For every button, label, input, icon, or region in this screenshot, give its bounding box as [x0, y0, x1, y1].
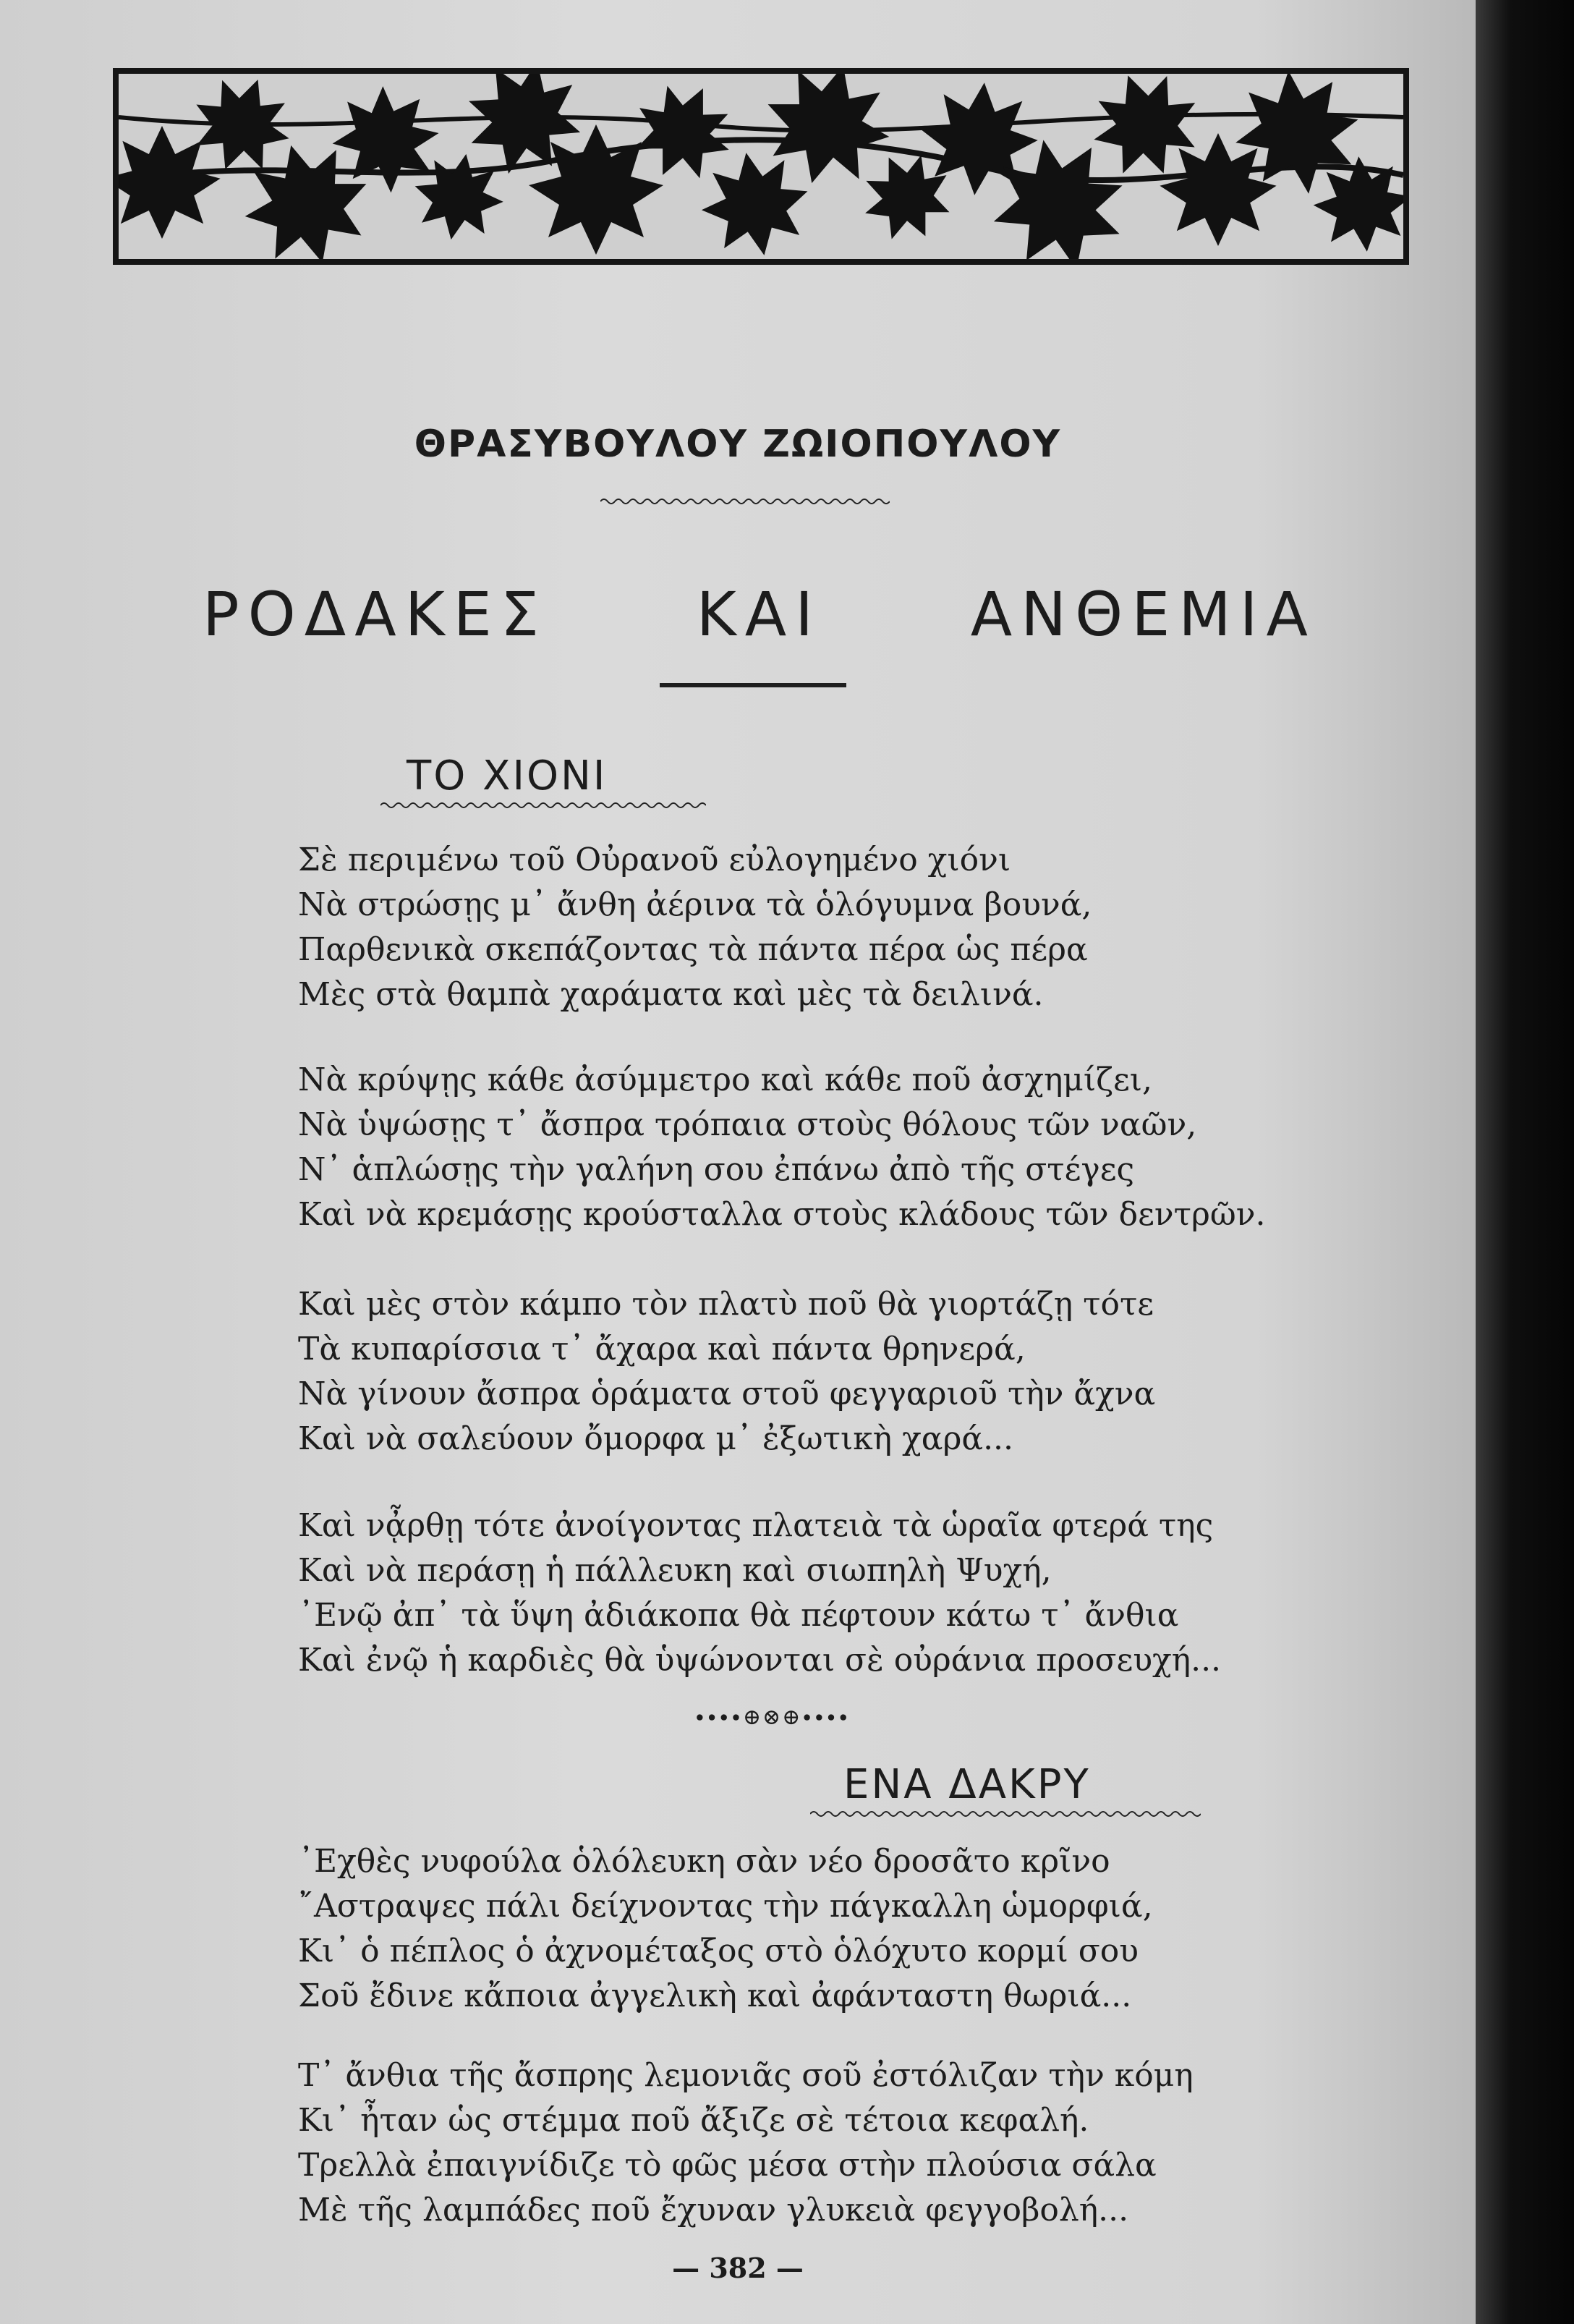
poem-line: Καὶ νᾆρθῃ τότε ἀνοίγοντας πλατειὰ τὰ ὡραῖα φτερά της: [298, 1507, 1214, 1544]
stanza: [298, 838, 1092, 1017]
poem-line: Τ᾽ ἄνθια τῆς ἄσπρης λεμονιᾶς σοῦ ἐστόλιζαν τὴν κόμη: [298, 2057, 1194, 2094]
poem-line: ᾿Ενῷ ἀπ᾽ τὰ ὕψη ἀδιάκοπα θὰ πέφτουν κάτω τ᾽ ἄνθια: [298, 1597, 1179, 1634]
poem-line: Καὶ νὰ σαλεύουν ὄμορφα μ᾽ ἐξωτικὴ χαρά...: [298, 1420, 1014, 1457]
heading-wavy-rule: [810, 1809, 1201, 1819]
heading-wavy-rule: [380, 800, 706, 810]
poem-line: ᾿Εχθὲς νυφούλα ὁλόλευκη σὰν νέο δροσᾶτο κρῖνο: [298, 1843, 1110, 1880]
poem-line: Καὶ μὲς στὸν κάμπο τὸν πλατὺ ποῦ θὰ γιορτάζῃ τότε: [298, 1286, 1154, 1323]
poem-line: Νὰ στρώσῃς μ᾽ ἄνθη ἀέρινα τὰ ὁλόγυμνα βουνά,: [298, 886, 1092, 923]
poem-line: Κι᾽ ὁ πέπλος ὁ ἀχνομέταξος στὸ ὁλόχυτο κορμί σου: [298, 1933, 1139, 1969]
title-rule: [660, 683, 846, 687]
poem-heading-to-xioni: ΤΟ ΧΙΟΝΙ: [407, 752, 608, 800]
poem-line: Νὰ γίνουν ἄσπρα ὁράματα στοῦ φεγγαριοῦ τὴν ἄχνα: [298, 1375, 1156, 1412]
poem-line: Καὶ ἐνῷ ἡ καρδιὲς θὰ ὑψώνονται σὲ οὐράνια προσευχή...: [298, 1642, 1222, 1679]
poem-line: Τρελλὰ ἐπαιγνίδιζε τὸ φῶς μέσα στὴν πλούσια σάλα: [298, 2147, 1157, 2184]
poem-line: Παρθενικὰ σκεπάζοντας τὰ πάντα πέρα ὡς πέρα: [298, 931, 1088, 968]
stanza: [298, 1282, 1155, 1462]
poem-line: Μὲ τῆς λαμπάδες ποῦ ἔχυναν γλυκειὰ φεγγοβολή...: [298, 2192, 1129, 2228]
leaf-banner-illustration: [113, 68, 1409, 265]
poem-line: Ν᾽ ἁπλώσῃς τὴν γαλήνη σου ἐπάνω ἀπὸ τῆς στέγες: [298, 1151, 1135, 1188]
poem-line: Κι᾽ ἦταν ὡς στέμμα ποῦ ἄξιζε σὲ τέτοια κεφαλή.: [298, 2102, 1089, 2139]
poem-line: Νὰ ὑψώσῃς τ᾽ ἄσπρα τρόπαια στοὺς θόλους τῶν ναῶν,: [298, 1106, 1197, 1143]
book-spine-shadow: [1476, 0, 1574, 2324]
collection-title: ΡΟΔΑΚΕΣ ΚΑΙ ΑΝΘΕΜΙΑ: [203, 579, 1316, 650]
poem-line: Καὶ νὰ κρεμάσῃς κρούσταλλα στοὺς κλάδους τῶν δεντρῶν.: [298, 1196, 1266, 1233]
poem-line: Σὲ περιμένω τοῦ Οὐρανοῦ εὐλογημένο χιόνι: [298, 841, 1011, 878]
stanza: [298, 1839, 1153, 2019]
page-number: — 382 —: [672, 2252, 804, 2284]
poem-line: Νὰ κρύψῃς κάθε ἀσύμμετρο καὶ κάθε ποῦ ἀσχημίζει,: [298, 1061, 1153, 1098]
poem-line: Τὰ κυπαρίσσια τ᾽ ἄχαρα καὶ πάντα θρηνερά,: [298, 1331, 1026, 1367]
poem-line: ῎Αστραψες πάλι δείχνοντας τὴν πάγκαλλη ὡμορφιά,: [298, 1888, 1153, 1925]
poem-line: Σοῦ ἔδινε κἄποια ἀγγελικὴ καὶ ἀφάνταστη θωριά...: [298, 1977, 1132, 2014]
poem-line: Μὲς στὰ θαμπὰ χαράματα καὶ μὲς τὰ δειλινά.: [298, 976, 1044, 1013]
poem-heading-ena-dakry: ΕΝΑ ΔΑΚΡΥ: [843, 1761, 1091, 1808]
stanza: [298, 2053, 1194, 2233]
author-wavy-rule: [600, 496, 890, 506]
stanza: [298, 1058, 1265, 1237]
stanza: [298, 1504, 1221, 1683]
poem-line: Καὶ νὰ περάσῃ ἡ πάλλευκη καὶ σιωπηλὴ Ψυχή,: [298, 1552, 1052, 1589]
section-ornament: ∙∙∙∙⊕⊗⊕∙∙∙∙: [694, 1705, 851, 1730]
author-name: ΘΡΑΣΥΒΟΥΛΟΥ ΖΩΙΟΠΟΥΛΟΥ: [414, 423, 1062, 466]
